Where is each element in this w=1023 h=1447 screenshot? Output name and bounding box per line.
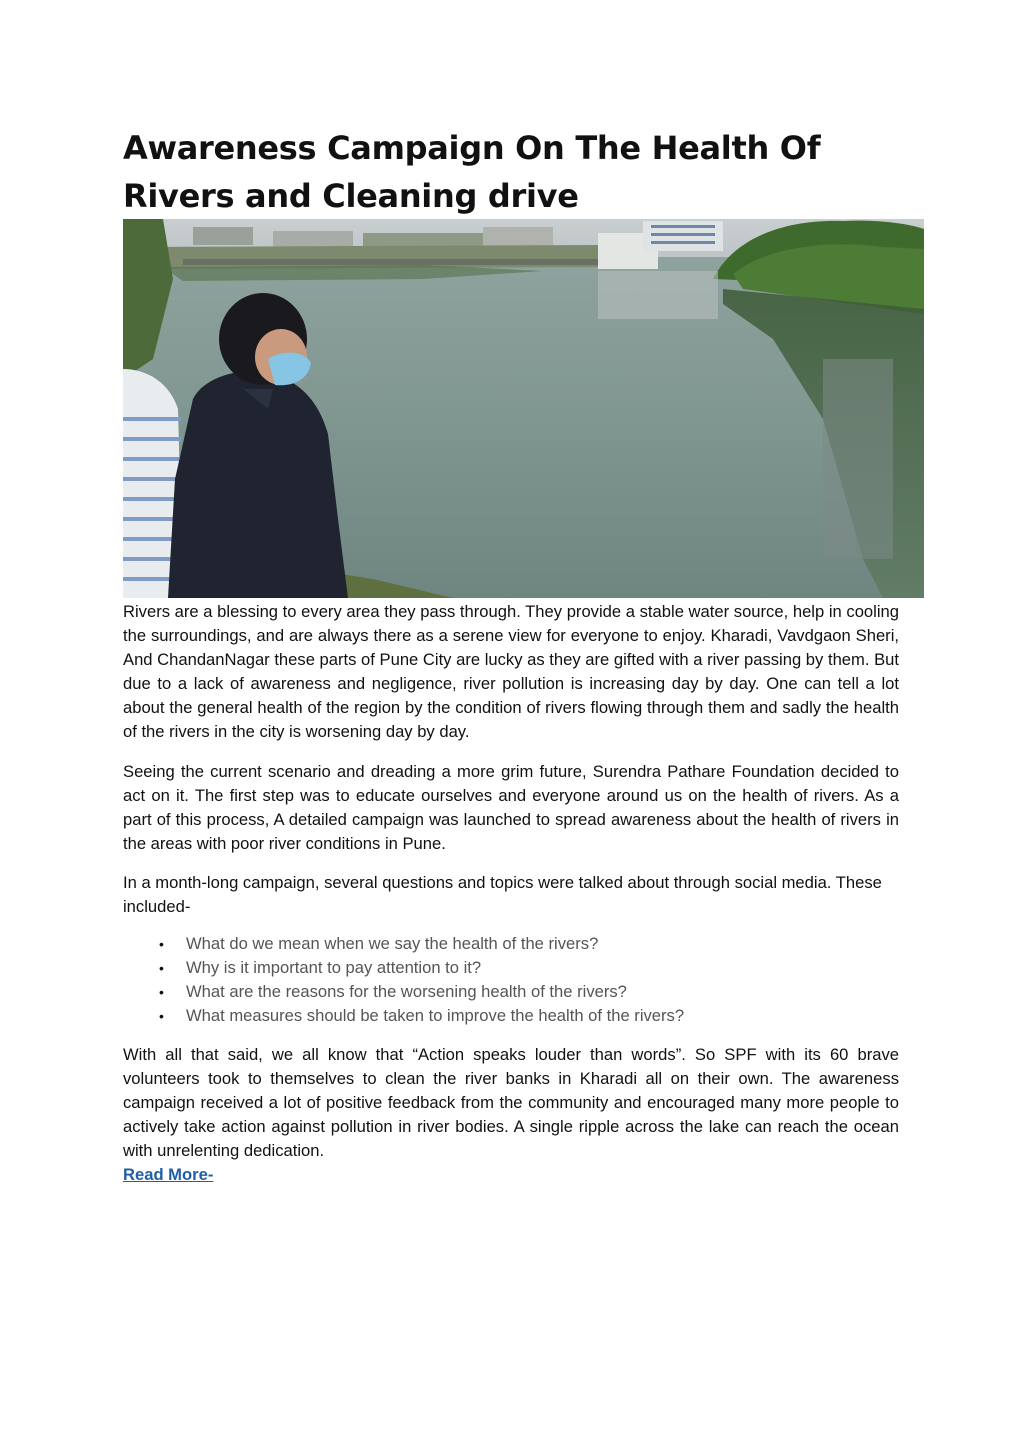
bullet-icon: • <box>159 984 164 1000</box>
article-title: Awareness Campaign On The Health Of Rivers and Cleaning drive <box>123 129 821 215</box>
paragraph-campaign: In a month-long campaign, several questions and topics were talked about through social media. These included- <box>123 873 882 916</box>
list-item <box>123 980 899 1004</box>
bullet-icon: • <box>159 936 164 952</box>
topics-list <box>123 932 899 1028</box>
list-item-text: What are the reasons for the worsening health of the rivers? <box>186 982 627 1001</box>
list-item-text: What measures should be taken to improve the health of the rivers? <box>186 1006 685 1025</box>
river-photo <box>123 219 924 598</box>
list-item-text: Why is it important to pay attention to it? <box>186 958 482 977</box>
list-item <box>123 932 899 956</box>
list-item <box>123 1004 899 1028</box>
paragraph-action: With all that said, we all know that “Action speaks louder than words”. So SPF with its 60 brave volunteers took to themselves to clean the river banks in Kharadi all on their own. The awareness campaign received a lot of positive feedback from the community and encouraged many more people to actively take action against pollution in river bodies. A single ripple across the lake can reach the ocean with unrelenting dedication. <box>123 1045 899 1160</box>
read-more-link[interactable]: Read More- <box>123 1165 214 1184</box>
paragraph-intro: Rivers are a blessing to every area they pass through. They provide a stable water source, help in cooling the surroundings, and are always there as a serene view for everyone to enjoy. Kharadi, Vavdgaon Sheri, And ChandanNagar these parts of Pune City are lucky as they are gifted with a river passing by them. But due to a lack of awareness and negligence, river pollution is increasing day by day. One can tell a lot about the general health of the region by the condition of rivers flowing through them and sadly the health of the rivers in the city is worsening day by day. <box>123 602 899 741</box>
paragraph-foundation: Seeing the current scenario and dreading a more grim future, Surendra Pathare Foundation decided to act on it. The first step was to educate ourselves and everyone around us on the health of rivers. As a part of this process, A detailed campaign was launched to spread awareness about the health of rivers in the areas with poor river conditions in Pune. <box>123 762 899 853</box>
bullet-icon: • <box>159 1008 164 1024</box>
list-item <box>123 956 899 980</box>
list-item-text: What do we mean when we say the health of the rivers? <box>186 934 599 953</box>
bullet-icon: • <box>159 960 164 976</box>
